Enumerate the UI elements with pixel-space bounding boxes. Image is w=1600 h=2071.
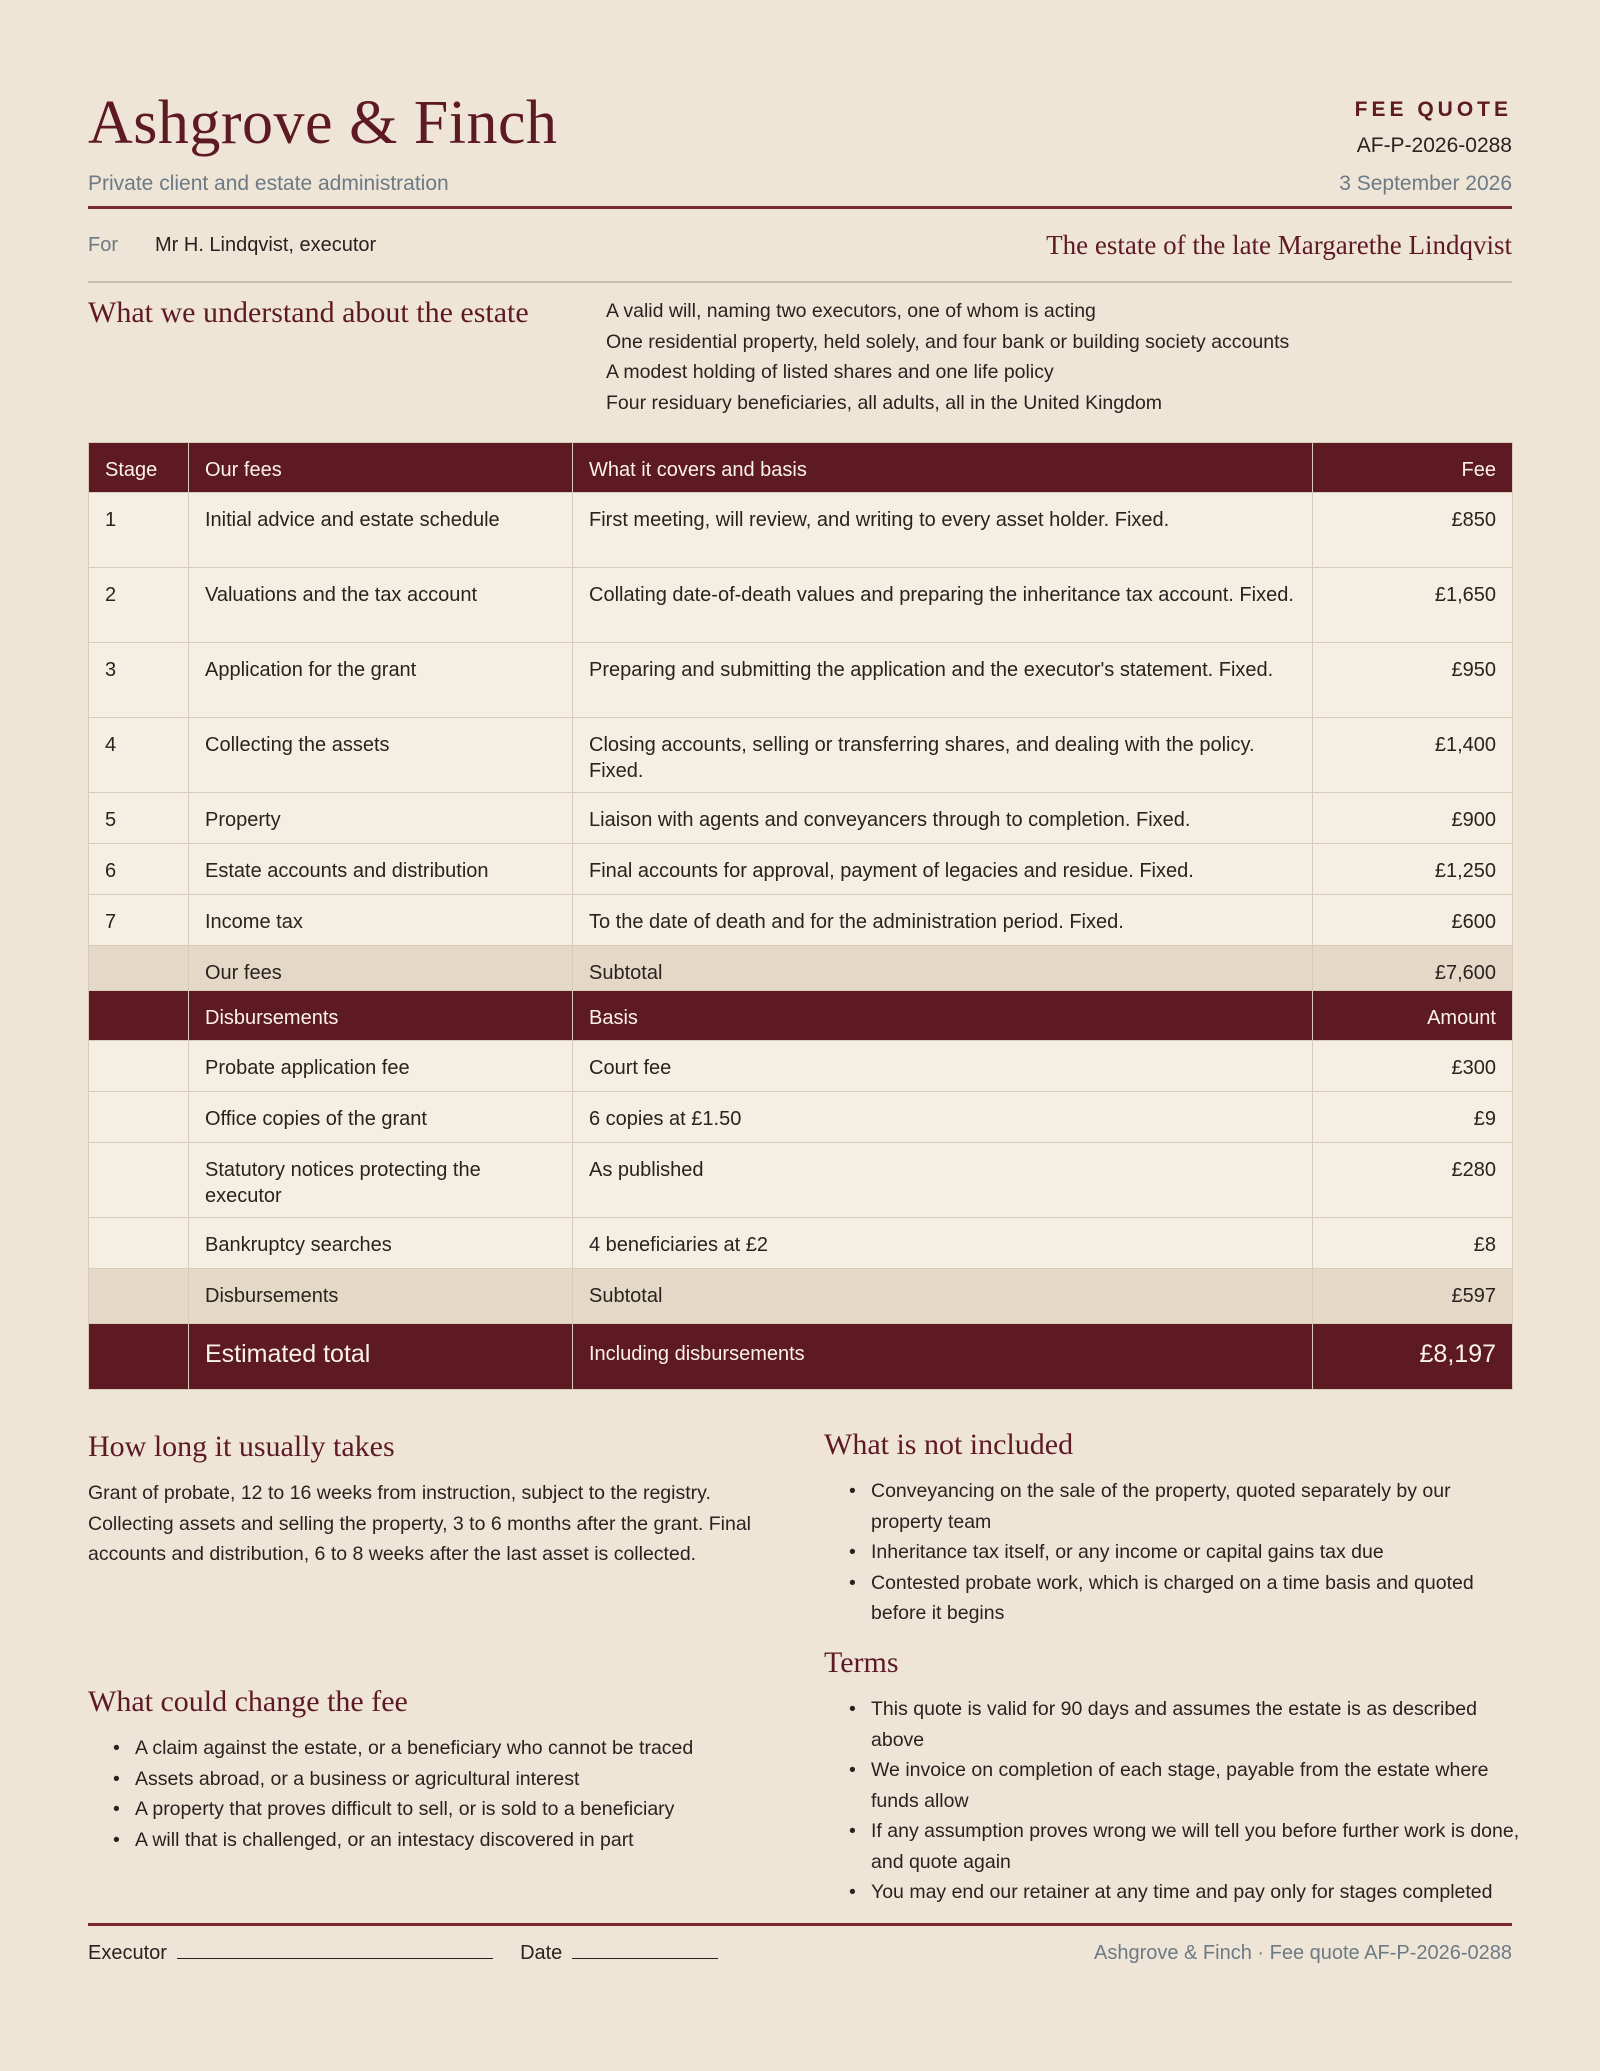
column-header-amount: Amount xyxy=(1313,991,1513,1041)
table-row xyxy=(89,1041,1513,1092)
stage-number: 3 xyxy=(89,643,189,718)
disbursement-name: Bankruptcy searches xyxy=(189,1218,573,1269)
disbursement-amount: £280 xyxy=(1313,1143,1513,1218)
stage-basis: Collating date-of-death values and preparing the inheritance tax account. Fixed. xyxy=(573,568,1313,643)
fees-header-row xyxy=(89,443,1513,493)
list-item: • If any assumption proves wrong we will tell you before further work is done, and quote again xyxy=(871,1816,1521,1877)
stage-fee: £1,400 xyxy=(1313,718,1513,793)
total-basis: Including disbursements xyxy=(573,1324,1313,1390)
disbursements-subtotal-row xyxy=(89,1269,1513,1324)
fees-table xyxy=(88,442,1513,1390)
disbursement-basis: 6 copies at £1.50 xyxy=(573,1092,1313,1143)
stage-basis: Preparing and submitting the application and the executor's statement. Fixed. xyxy=(573,643,1313,718)
stage-basis: To the date of death and for the administration period. Fixed. xyxy=(573,895,1313,946)
list-item: • Contested probate work, which is charged on a time basis and quoted before it begins xyxy=(871,1568,1521,1629)
stage-fee: £1,250 xyxy=(1313,844,1513,895)
table-row xyxy=(89,793,1513,844)
document-type-label: FEE QUOTE xyxy=(1354,98,1512,121)
disbursements-header-row xyxy=(89,991,1513,1041)
stage-fee: £1,650 xyxy=(1313,568,1513,643)
list-item: • You may end our retainer at any time and pay only for stages completed xyxy=(871,1877,1521,1908)
quote-reference: AF-P-2026-0288 xyxy=(1356,134,1512,157)
subtotal-basis: Subtotal xyxy=(573,1269,1313,1324)
footer-divider xyxy=(88,1923,1512,1926)
stage-number: 5 xyxy=(89,793,189,844)
client-name: Mr H. Lindqvist, executor xyxy=(155,234,377,256)
footer-reference: Ashgrove & Finch · Fee quote AF-P-2026-0288 xyxy=(1093,1942,1512,1964)
list-item: • We invoice on completion of each stage, payable from the estate where funds allow xyxy=(871,1755,1521,1816)
stage-number: 4 xyxy=(89,718,189,793)
table-row xyxy=(89,493,1513,568)
timing-text: Grant of probate, 12 to 16 weeks from instruction, subject to the registry. Collecting assets and selling the property, 3 to 6 months after the grant. Final accounts and distribution, 6 to 8 weeks after the last asset is collected. xyxy=(88,1482,751,1565)
list-item: • Conveyancing on the sale of the property, quoted separately by our property team xyxy=(871,1476,1521,1537)
stage-fee: £950 xyxy=(1313,643,1513,718)
stage-fee: £900 xyxy=(1313,793,1513,844)
excluded-heading: What is not included xyxy=(824,1428,1074,1461)
quote-date: 3 September 2026 xyxy=(1339,172,1512,195)
firm-tagline: Private client and estate administration xyxy=(88,172,449,195)
stage-name: Valuations and the tax account xyxy=(189,568,573,643)
timing-heading: How long it usually takes xyxy=(88,1430,395,1463)
list-item: One residential property, held solely, and four bank or building society accounts xyxy=(606,330,1290,353)
table-row xyxy=(89,844,1513,895)
column-header-basis: What it covers and basis xyxy=(573,443,1313,493)
table-row xyxy=(89,568,1513,643)
subtotal-basis: Subtotal xyxy=(573,946,1313,991)
stage-basis: Closing accounts, selling or transferring shares, and dealing with the policy. Fixed. xyxy=(573,718,1313,793)
subtotal-label: Our fees xyxy=(189,946,573,991)
disbursement-name: Office copies of the grant xyxy=(189,1092,573,1143)
changes-list xyxy=(135,1733,775,1855)
date-label: Date xyxy=(520,1942,563,1964)
table-row xyxy=(89,1218,1513,1269)
list-item: • A will that is challenged, or an intestacy discovered in part xyxy=(135,1825,775,1856)
understanding-heading: What we understand about the estate xyxy=(88,296,529,329)
list-item: • Assets abroad, or a business or agricultural interest xyxy=(135,1764,775,1795)
estimated-total-row xyxy=(89,1324,1513,1390)
executor-signature-line[interactable] xyxy=(177,1958,493,1959)
stage-name: Application for the grant xyxy=(189,643,573,718)
column-header-stage: Stage xyxy=(89,443,189,493)
table-row xyxy=(89,718,1513,793)
disbursement-basis: As published xyxy=(573,1143,1313,1218)
stage-name: Initial advice and estate schedule xyxy=(189,493,573,568)
stage-number: 7 xyxy=(89,895,189,946)
subtotal-amount: £597 xyxy=(1313,1269,1513,1324)
changes-heading: What could change the fee xyxy=(88,1685,408,1718)
column-header-our-fees: Our fees xyxy=(189,443,573,493)
disbursement-name: Probate application fee xyxy=(189,1041,573,1092)
disbursement-amount: £9 xyxy=(1313,1092,1513,1143)
total-amount: £8,197 xyxy=(1313,1324,1513,1390)
list-item: • This quote is valid for 90 days and assumes the estate is as described above xyxy=(871,1694,1521,1755)
column-header-fee: Fee xyxy=(1313,443,1513,493)
subtotal-amount: £7,600 xyxy=(1313,946,1513,991)
client-row xyxy=(88,232,1512,272)
table-row xyxy=(89,643,1513,718)
column-header-disb-basis: Basis xyxy=(573,991,1313,1041)
terms-heading: Terms xyxy=(824,1646,899,1679)
disbursement-name: Statutory notices protecting the executor xyxy=(189,1143,573,1218)
list-item: • A property that proves difficult to sell, or is sold to a beneficiary xyxy=(135,1794,775,1825)
total-label: Estimated total xyxy=(189,1324,573,1390)
stage-basis: First meeting, will review, and writing to every asset holder. Fixed. xyxy=(573,493,1313,568)
quote-meta xyxy=(1339,98,1512,198)
stage-basis: Liaison with agents and conveyancers through to completion. Fixed. xyxy=(573,793,1313,844)
list-item: • Inheritance tax itself, or any income or capital gains tax due xyxy=(871,1537,1521,1568)
table-row xyxy=(89,1092,1513,1143)
disbursement-basis: Court fee xyxy=(573,1041,1313,1092)
date-signature-line[interactable] xyxy=(572,1958,718,1959)
stage-fee: £600 xyxy=(1313,895,1513,946)
fees-subtotal-row xyxy=(89,946,1513,991)
table-row xyxy=(89,895,1513,946)
stage-name: Property xyxy=(189,793,573,844)
stage-number: 6 xyxy=(89,844,189,895)
stage-number: 1 xyxy=(89,493,189,568)
list-item: A valid will, naming two executors, one of whom is acting xyxy=(606,300,1096,322)
table-row xyxy=(89,1143,1513,1218)
stage-name: Income tax xyxy=(189,895,573,946)
disbursement-amount: £300 xyxy=(1313,1041,1513,1092)
stage-number: 2 xyxy=(89,568,189,643)
header-divider xyxy=(88,206,1512,209)
list-item: A modest holding of listed shares and one life policy xyxy=(606,361,1054,383)
estate-name: The estate of the late Margarethe Lindqvist xyxy=(1046,230,1512,260)
stage-fee: £850 xyxy=(1313,493,1513,568)
subtotal-label: Disbursements xyxy=(189,1269,573,1324)
disbursement-amount: £8 xyxy=(1313,1218,1513,1269)
list-item: • A claim against the estate, or a beneficiary who cannot be traced xyxy=(135,1733,775,1764)
excluded-list xyxy=(871,1476,1521,1629)
list-item: Four residuary beneficiaries, all adults, all in the United Kingdom xyxy=(606,391,1163,414)
executor-label: Executor xyxy=(88,1942,167,1964)
stage-name: Estate accounts and distribution xyxy=(189,844,573,895)
column-header-disbursements: Disbursements xyxy=(189,991,573,1041)
disbursement-basis: 4 beneficiaries at £2 xyxy=(573,1218,1313,1269)
for-label: For xyxy=(88,234,118,256)
client-divider xyxy=(88,281,1512,283)
stage-basis: Final accounts for approval, payment of legacies and residue. Fixed. xyxy=(573,844,1313,895)
signature-block xyxy=(88,1942,718,1965)
firm-name: Ashgrove & Finch xyxy=(88,89,558,157)
terms-list xyxy=(871,1694,1521,1908)
stage-name: Collecting the assets xyxy=(189,718,573,793)
understanding-list xyxy=(606,296,1289,418)
